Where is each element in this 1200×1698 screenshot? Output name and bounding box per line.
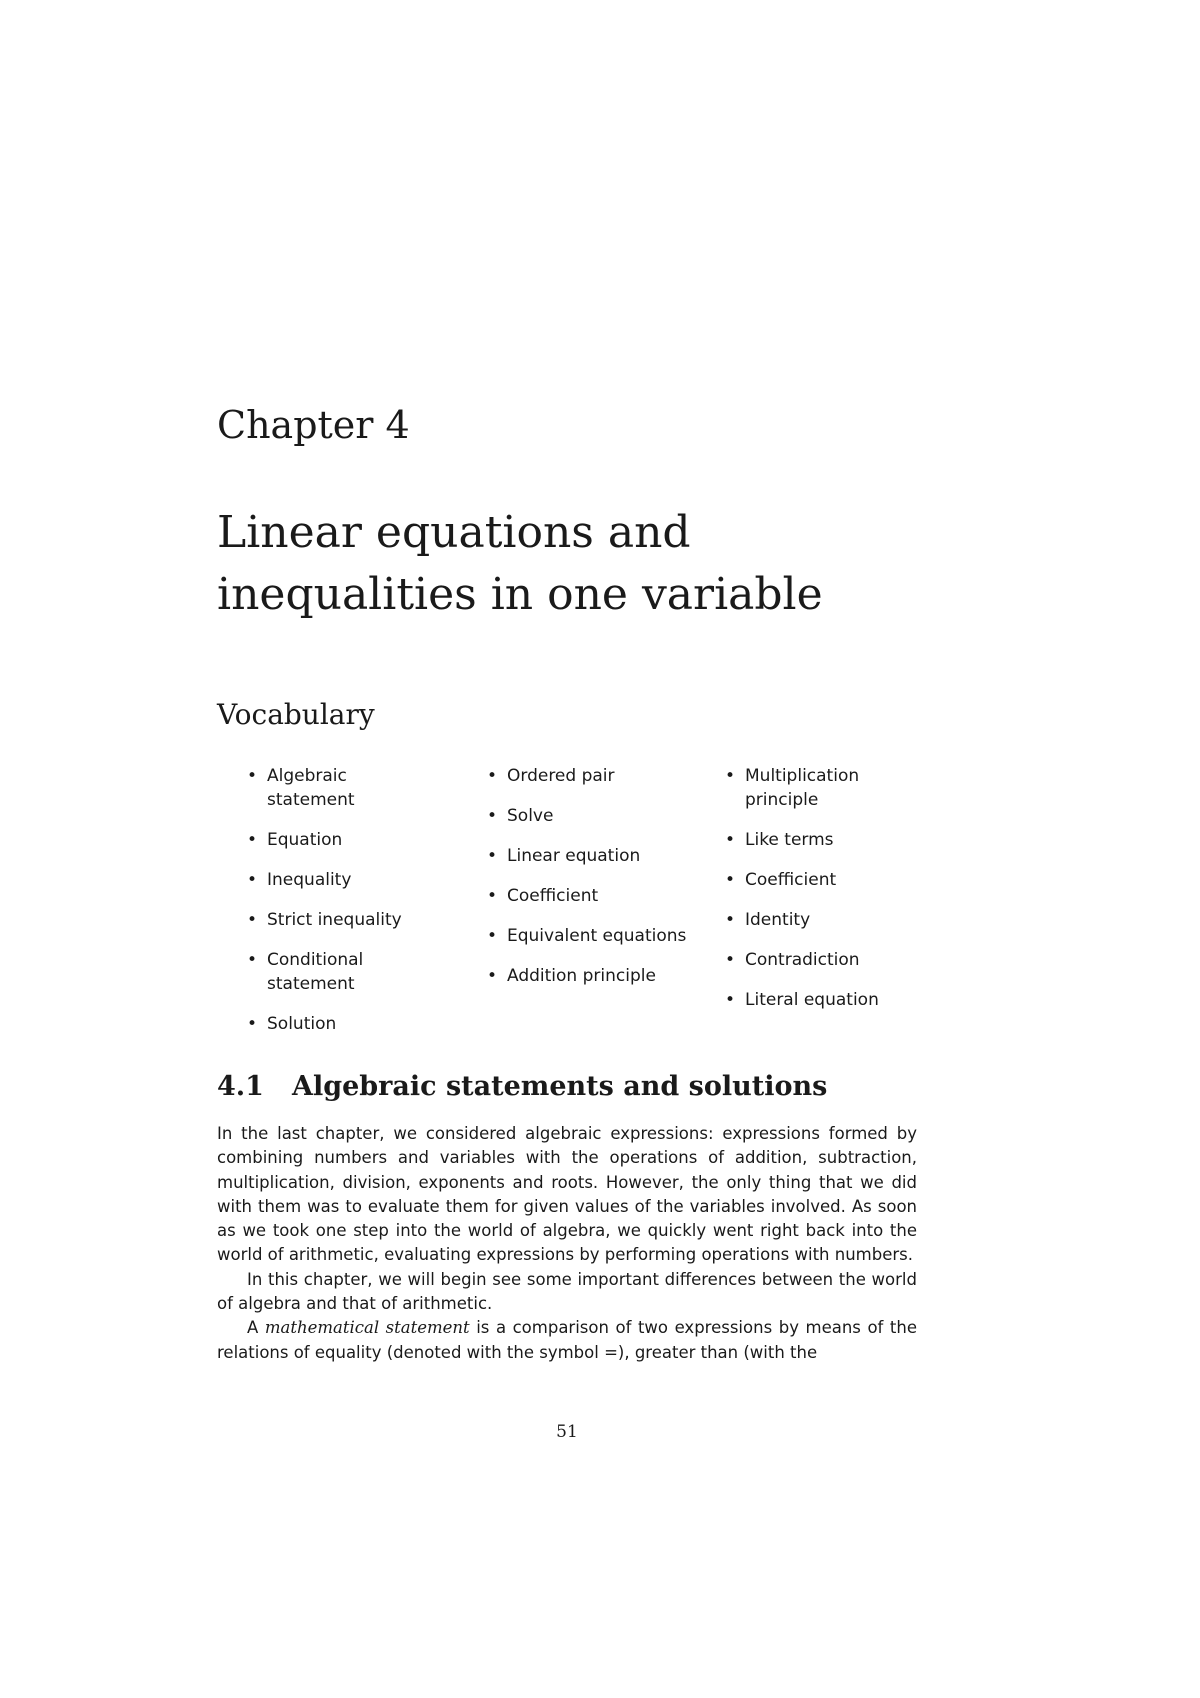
vocab-item: • Ordered pair	[487, 764, 692, 788]
vocab-item: • Conditional statement	[247, 948, 437, 996]
chapter-label: Chapter 4	[217, 403, 410, 447]
defined-term: mathematical statement	[264, 1318, 470, 1338]
page-number: 51	[556, 1422, 578, 1442]
document-page	[217, 0, 917, 1698]
chapter-title: Linear equations and inequalities in one variable	[217, 507, 823, 620]
paragraph: In the last chapter, we considered algebraic expressions: expressions formed by combining numbers and variables with the operations of addition, subtraction, multiplication, division, exponents and roots. However, the only thing that we did with them was to evaluate them for given values of the variables involved. As soon as we took one step into the world of algebra, we quickly went right back into the world of arithmetic, evaluating expressions by performing operations with numbers.	[217, 1124, 917, 1265]
vocab-item: • Equation	[247, 828, 437, 852]
vocab-item: • Inequality	[247, 868, 437, 892]
vocab-item: • Algebraic statement	[247, 764, 437, 812]
vocab-item: • Solution	[247, 1012, 437, 1036]
vocabulary-column-1	[247, 764, 437, 1052]
paragraph: In this chapter, we will begin see some important differences between the world of algebra and that of arithmetic.	[217, 1269, 917, 1314]
section-number: 4.1	[217, 1071, 264, 1102]
vocab-item: • Equivalent equations	[487, 924, 692, 948]
vocab-item: • Addition principle	[487, 964, 692, 988]
vocab-item: • Like terms	[725, 828, 925, 852]
vocab-item: • Strict inequality	[247, 908, 437, 932]
vocabulary-column-3	[725, 764, 925, 1028]
section-heading	[217, 1073, 827, 1100]
paragraph-lead: A	[247, 1318, 265, 1338]
paragraph	[217, 1316, 917, 1365]
section-title: Algebraic statements and solutions	[292, 1071, 828, 1102]
vocabulary-heading: Vocabulary	[217, 698, 375, 731]
vocab-item: • Literal equation	[725, 988, 925, 1012]
vocab-item: • Multiplication principle	[725, 764, 925, 812]
vocab-item: • Contradiction	[725, 948, 925, 972]
body-text	[217, 1122, 917, 1365]
vocab-item: • Solve	[487, 804, 692, 828]
vocab-item: • Coefficient	[725, 868, 925, 892]
vocab-item: • Coefficient	[487, 884, 692, 908]
paragraph-rest: is a comparison of two expressions by means of the relations of equality (denoted with the symbol =), greater than (with the	[217, 1318, 917, 1362]
vocabulary-column-2	[487, 764, 692, 1004]
vocab-item: • Identity	[725, 908, 925, 932]
vocab-item: • Linear equation	[487, 844, 692, 868]
